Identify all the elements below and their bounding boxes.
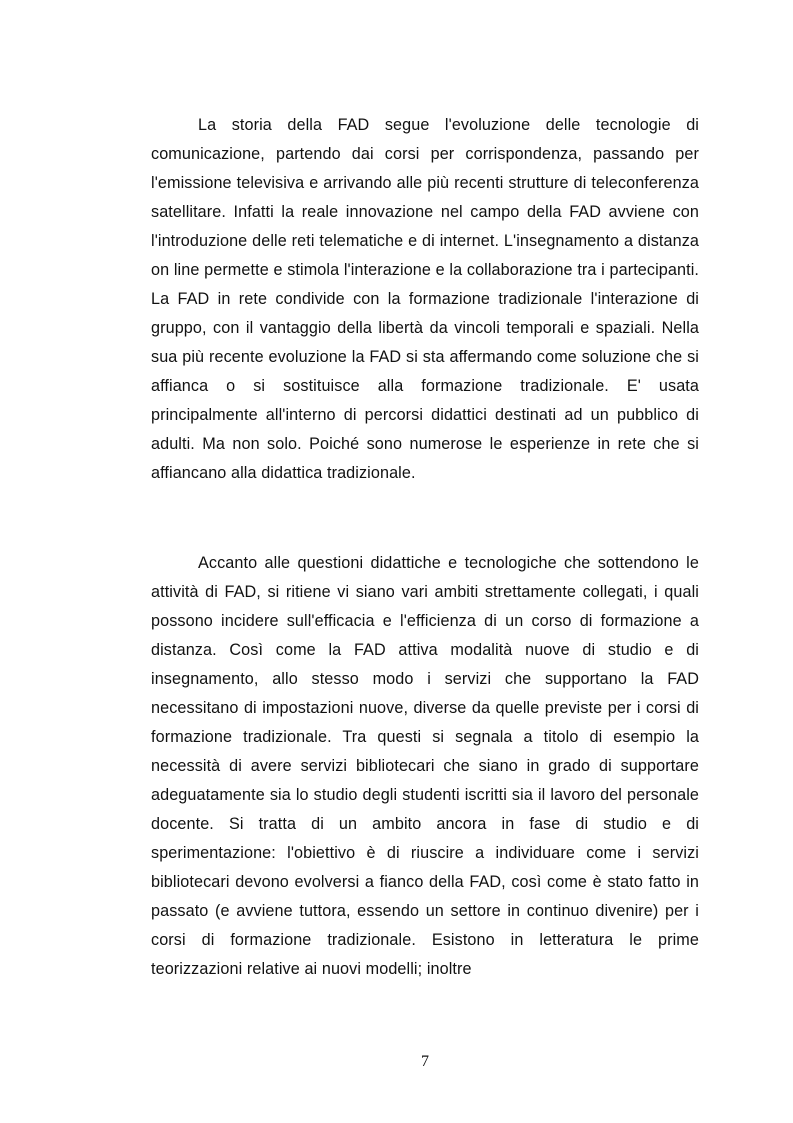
- body-text-block-2: [151, 549, 699, 984]
- body-text-block-1: [151, 111, 699, 488]
- paragraph-fad-history: La storia della FAD segue l'evoluzione delle tecnologie di comunicazione, partendo dai corsi per corrispondenza, passando per l'emissione televisiva e arrivando alle più recenti strutture di teleconferenza satellitare. Infatti la reale innovazione nel campo della FAD avviene con l'introduzione delle reti telematiche e di internet. L'insegnamento a distanza on line permette e stimola l'interazione e la collaborazione tra i partecipanti. La FAD in rete condivide con la formazione tradizionale l'interazione di gruppo, con il vantaggio della libertà da vincoli temporali e spaziali. Nella sua più recente evoluzione la FAD si sta affermando come soluzione che si affianca o si sostituisce alla formazione tradizionale. E' usata principalmente all'interno di percorsi didattici destinati ad un pubblico di adulti. Ma non solo. Poiché sono numerose le esperienze in rete che si affiancano alla didattica tradizionale.: [151, 116, 699, 482]
- paragraph-fad-services: Accanto alle questioni didattiche e tecnologiche che sottendono le attività di FAD, si ritiene vi siano vari ambiti strettamente collegati, i quali possono incidere sull'efficacia e l'efficienza di un corso di formazione a distanza. Così come la FAD attiva modalità nuove di studio e di insegnamento, allo stesso modo i servizi che supportano la FAD necessitano di impostazioni nuove, diverse da quelle previste per i corsi di formazione tradizionale. Tra questi si segnala a titolo di esempio la necessità di avere servizi bibliotecari che siano in grado di supportare adeguatamente sia lo studio degli studenti iscritti sia il lavoro del personale docente. Si tratta di un ambito ancora in fase di studio e di sperimentazione: l'obiettivo è di riuscire a individuare come i servizi bibliotecari devono evolversi a fianco della FAD, così come è stato fatto in passato (e avviene tuttora, essendo un settore in continuo divenire) per i corsi di formazione tradizionale. Esistono in letteratura le prime teorizzazioni relative ai nuovi modelli; inoltre: [151, 554, 699, 978]
- page-number: 7: [421, 1053, 429, 1070]
